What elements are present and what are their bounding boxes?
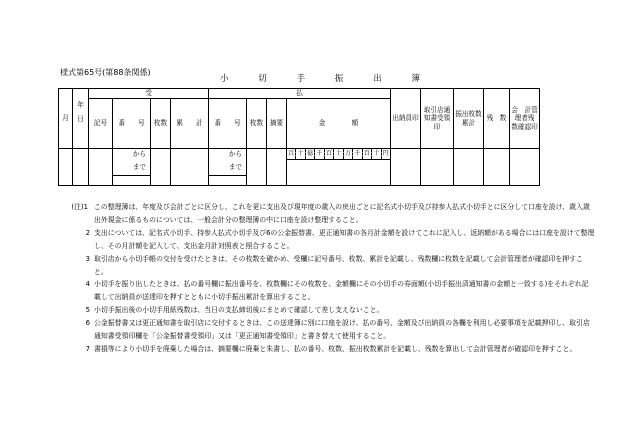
note-item [60,304,595,317]
note-number: 4 [85,280,90,289]
title-char: 出 [373,74,382,84]
col-paid-summary: 摘要 [267,99,287,149]
month-header: 月 [59,89,73,149]
recv-from-label: から [113,149,151,160]
note-number: 7 [85,344,90,353]
note-text: 公金振替書又は更正通知書を取引店に交付するときは、この送達簿に別に口座を設け、払の番号、金額及び出納員の各欄を利用し必要事項を記載押印し、取引店通知書受領印欄を「公金振替書受領印」又は「更正通知書受領印」と書き替えて使用すること。 [94,319,590,341]
digit-label: 千 [352,149,361,159]
cell-recv-total [171,149,209,186]
issued-count-header: 振出枚数累計 [454,89,484,149]
day-header [73,89,89,149]
cell-recv-number-blank [113,176,151,186]
paid-to-label: まで [209,160,247,176]
title-char: 小 [220,74,229,84]
bank-notice-seal-header: 取引店通知書受領印 [421,89,454,149]
notes-section [60,201,595,356]
digit-label: 十 [295,149,304,159]
col-recv-mark: 記号 [89,99,113,149]
ledger-table [58,88,540,186]
title-char: 振 [334,74,344,84]
note-number: 2 [85,228,90,237]
cell-paid-amount [287,160,391,186]
page-title [220,72,420,84]
cell-remaining [484,149,510,186]
note-number: 6 [85,319,90,328]
note-text: 支出については、記名式小切手、持参人払式小切手及び6の公金振替書、更正通知書の各月計金額を設けてこれに記入し、返納額がある場合には口座を設けて整理し、その月計額を記入して、支出金月計対照表と照合すること。 [94,228,595,250]
note-text: この整理簿は、年度及び会計ごとに区分し、これを更に支出及び現年度の歳入の戻出ごとに記名式小切手及び持参人払式小切手とに区分して口座を設け、歳入歳出外現金に係るものについては、一般会計分の整理簿の中に口座を設け整理すること。 [94,203,590,224]
title-char: 切 [258,74,267,84]
received-group-header: 受 [89,89,209,99]
amount-digit-row [287,149,391,160]
title-char: 手 [296,74,306,84]
digit-label: 十 [371,149,380,159]
note-text: 小切手振出後の小切手用紙残数は、当日の支払締切後にまとめて確認して差し支えないこと。 [94,306,384,315]
col-paid-amount: 金 額 [287,99,391,149]
col-recv-total: 累 計 [171,99,209,149]
digit-label: 百 [324,149,333,159]
digit-label: 百 [362,149,371,159]
note-text: 小切手を振り出したときは、払の番号欄に振出番号を、枚数欄にその枚数を、金額欄にその小切手の券面額(小切手振出済通知書の金額と一致する)をそれぞれ記載して出納員が送達印を押すとともに小切手振出累計を算出すること。 [94,280,589,302]
paid-from-label: から [209,149,247,160]
digit-label: 億 [305,149,314,159]
form-number: 様式第65号(第88条関係) [60,68,151,77]
digit-label: 百 [288,150,295,157]
note-text: 書損等により小切手を廃棄した場合は、摘要欄に廃棄と朱書し、払の番号、枚数、振出枚数累計を記載し、残数を算出して会計管理者が確認印を押すこと。 [94,344,577,353]
col-paid-count: 枚数 [247,99,267,149]
cell-month [59,149,73,186]
cell-day [73,149,89,186]
note-item [60,317,595,343]
cell-recv-mark [89,149,113,186]
note-item [60,227,595,253]
paid-group-header: 払 [209,89,391,99]
year-label: 年 [77,101,84,109]
col-recv-count: 枚数 [151,99,171,149]
cell-issued-count [454,149,484,186]
note-item [60,253,595,279]
digit-label: 円 [381,149,390,159]
remaining-header: 残 数 [484,89,510,149]
day-label: 日 [77,115,84,124]
cell-paid-count [247,149,267,186]
note-number: (注)1 [71,203,88,211]
cell-paid-summary [267,149,287,186]
cell-accountant-check [510,149,540,186]
cell-cashier-seal [391,149,421,186]
title-char: 簿 [411,74,420,84]
cell-paid-number-blank [209,176,247,186]
accountant-check-header: 会 計管理者残 数確認印 [510,89,540,149]
note-item [60,343,595,356]
recv-to-label: まで [113,160,151,176]
digit-label: 千 [314,149,323,159]
col-recv-number: 番 号 [113,99,151,149]
digit-label: 十 [333,149,342,159]
digit-label: 万 [343,149,352,159]
cashier-seal-header: 出納員印 [391,89,421,149]
note-number: 3 [85,254,90,263]
note-item [60,278,595,304]
note-text: 取引店から小切手帳の交付を受けたときは、その枚数を確かめ、受欄に記号番号、枚数、累計を記載し、残数欄に枚数を記載して会計管理者が確認印を押すこと。 [94,254,583,276]
note-number: 5 [85,306,90,315]
cell-recv-count [151,149,171,186]
cell-bank-notice-seal [421,149,454,186]
note-item [60,201,595,227]
col-paid-number: 番 号 [209,99,247,149]
